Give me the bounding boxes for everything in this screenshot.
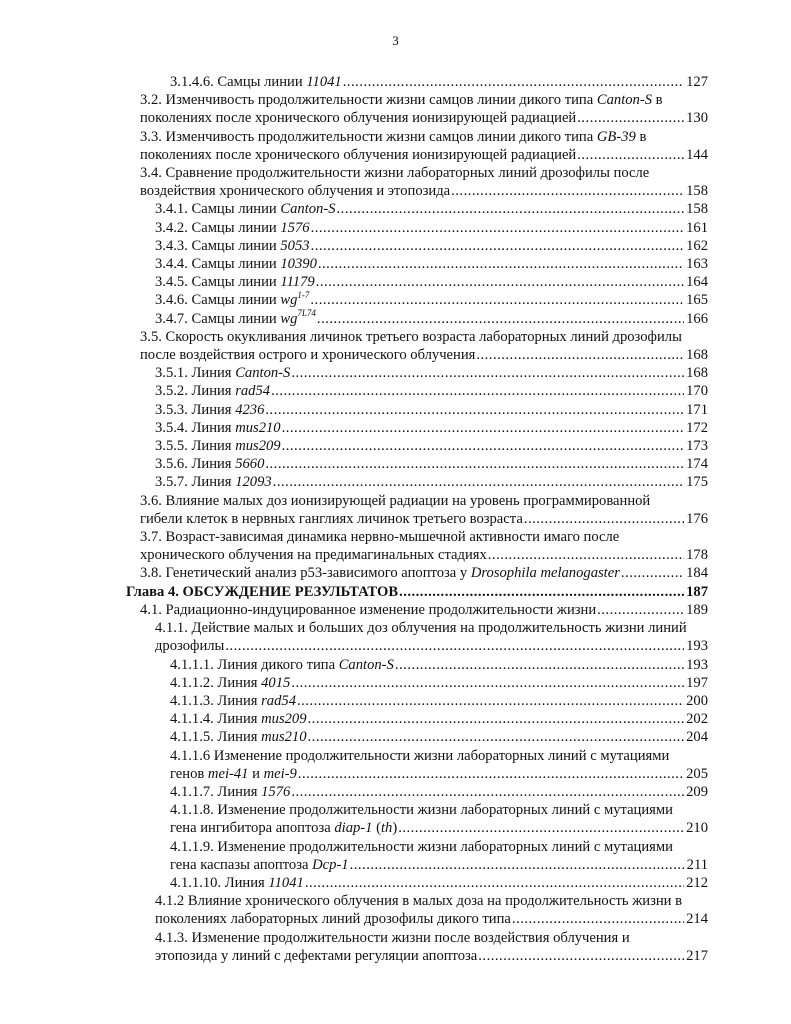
- toc-page-number: 161: [686, 219, 708, 236]
- dot-leader: [273, 473, 684, 491]
- toc-entry: [126, 710, 708, 728]
- toc-entry-line: [140, 146, 708, 164]
- dot-leader: [282, 437, 685, 455]
- toc-entry-title: [170, 783, 290, 801]
- text-run: поколениях после хронического облучения ионизирующей радиацией: [140, 110, 577, 127]
- dot-leader: [265, 401, 684, 419]
- toc-entry-line: [140, 601, 708, 619]
- toc-page-number: 158: [686, 201, 708, 218]
- dot-leader: [577, 146, 684, 164]
- italic-term: 4015: [261, 674, 291, 691]
- toc-page-number: 168: [686, 365, 708, 382]
- italic-term: mus209: [235, 438, 281, 455]
- dot-leader: [305, 874, 684, 892]
- italic-term: diap-1: [334, 820, 373, 837]
- toc-page-number: 197: [686, 674, 708, 691]
- toc-page-number: 144: [686, 146, 708, 163]
- toc-entry-line: [155, 364, 708, 382]
- dot-leader: [399, 583, 684, 601]
- text-run: гибели клеток в нервных ганглиях личинок третьего возраста: [140, 510, 523, 527]
- page-number: 3: [392, 33, 399, 48]
- dot-leader: [317, 310, 684, 328]
- toc-entry-line: [170, 819, 708, 837]
- dot-leader: [488, 546, 684, 564]
- text-run: 3.5.6. Линия: [155, 456, 236, 473]
- toc-page-number: 164: [686, 274, 708, 291]
- toc-page-number: 162: [686, 237, 708, 254]
- toc-entry-line: [155, 455, 708, 473]
- text-run: 3.5.4. Линия: [155, 419, 236, 436]
- italic-term: Dcp-1: [312, 856, 349, 873]
- toc-entry-title: [155, 473, 272, 491]
- toc-entry: [126, 164, 708, 200]
- text-run: 3.4.4. Самцы линии: [155, 256, 281, 273]
- toc-entry-title: [170, 710, 307, 728]
- text-run: 3.5.3. Линия: [155, 401, 236, 418]
- toc-entry-title: [155, 307, 316, 328]
- toc-page-number: 193: [686, 656, 708, 673]
- toc-entry-line: [170, 73, 708, 91]
- text-run: 3.5. Скорость окукливания личинок третьего возраста лабораторных линий дрозофилы: [140, 328, 682, 345]
- toc-page-number: 166: [686, 310, 708, 327]
- text-run: Глава 4. ОБСУЖДЕНИЕ РЕЗУЛЬТАТОВ: [126, 583, 399, 600]
- toc-entry: [126, 528, 708, 564]
- toc-entry-line: [155, 947, 708, 965]
- toc-entry-line: [155, 619, 708, 637]
- italic-term: mus210: [235, 419, 281, 436]
- toc-entry-line: [155, 401, 708, 419]
- italic-term: 11041: [306, 74, 342, 90]
- toc-entry-line: [140, 492, 708, 510]
- toc-entry: [126, 619, 708, 655]
- toc-page-number: 204: [686, 729, 708, 746]
- toc-entry-title: [126, 583, 398, 601]
- italic-term: wg: [280, 310, 298, 327]
- dot-leader: [512, 910, 684, 928]
- dot-leader: [282, 419, 685, 437]
- toc-page-number: 170: [686, 383, 708, 400]
- toc-entry-line: [155, 219, 708, 237]
- toc-entry: [126, 419, 708, 437]
- text-run: 4.1.1.8. Изменение продолжительности жизни лабораторных линий с мутациями: [170, 802, 673, 819]
- toc-page-number: 175: [686, 474, 708, 491]
- toc-page-number: 165: [686, 292, 708, 309]
- text-run: хронического облучения на предимагинальных стадиях: [140, 547, 487, 564]
- toc-page-number: 127: [686, 74, 708, 90]
- toc-entry-title: [155, 437, 281, 455]
- toc-entry-title: [170, 801, 673, 819]
- toc-entry-line: [140, 128, 708, 146]
- toc-entry-line: [170, 674, 708, 692]
- toc-entry: [126, 674, 708, 692]
- toc-entry-title: [140, 182, 450, 200]
- italic-term: Drosophila melanogaster: [470, 565, 620, 582]
- text-run: 3.4.7. Самцы линии: [155, 310, 281, 327]
- toc-page-number: 211: [686, 856, 708, 873]
- dot-leader: [577, 109, 684, 127]
- toc-entry-line: [126, 583, 708, 601]
- toc-entry-title: [170, 765, 297, 783]
- toc-entry-title: [170, 73, 342, 91]
- text-run: гена каспазы апоптоза: [170, 856, 313, 873]
- toc-entry-line: [170, 783, 708, 801]
- text-run: после воздействия острого и хронического облучения: [140, 347, 476, 364]
- toc-entry: [126, 255, 708, 273]
- toc-entry: [126, 91, 708, 127]
- toc-entry-line: [170, 856, 708, 874]
- toc-entry: [126, 564, 708, 582]
- toc-entry-title: [155, 200, 336, 218]
- text-run: 3.5.5. Линия: [155, 438, 236, 455]
- toc-entry-title: [140, 510, 523, 528]
- toc-entry-title: [140, 564, 620, 582]
- toc-entry: [126, 128, 708, 164]
- dot-leader: [597, 601, 684, 619]
- toc-entry-title: [170, 819, 397, 837]
- italic-term: 5053: [280, 237, 310, 254]
- toc-entry-title: [155, 892, 682, 910]
- toc-entry: [126, 656, 708, 674]
- text-run: (: [372, 820, 381, 837]
- toc-page-number: 176: [686, 510, 708, 527]
- dot-leader: [395, 656, 684, 674]
- toc-page-number: 200: [686, 692, 708, 709]
- italic-term: rad54: [235, 383, 271, 400]
- toc-entry-title: [170, 728, 307, 746]
- toc-entry-title: [155, 455, 264, 473]
- toc-entry-title: [140, 164, 649, 182]
- toc-chapter-entry: [126, 583, 708, 601]
- toc-entry-title: [140, 346, 475, 364]
- toc-entry-title: [140, 91, 663, 109]
- toc-page-number: 189: [686, 601, 708, 618]
- italic-term: mei-41: [207, 765, 249, 782]
- toc-entry: [126, 328, 708, 364]
- toc-entry-title: [170, 656, 394, 674]
- toc-entry: [126, 492, 708, 528]
- toc-entry-line: [170, 710, 708, 728]
- dot-leader: [265, 455, 684, 473]
- italic-term: mus210: [261, 729, 307, 746]
- toc-entry: [126, 747, 708, 783]
- dot-leader: [298, 765, 684, 783]
- text-run: 4.1.1.1. Линия дикого типа: [170, 656, 339, 673]
- toc-entry-title: [140, 528, 619, 546]
- dot-leader: [291, 364, 684, 382]
- dot-leader: [621, 564, 684, 582]
- italic-term: 5660: [235, 456, 265, 473]
- dot-leader: [350, 856, 685, 874]
- toc-page-number: 130: [686, 110, 708, 127]
- toc-entry-title: [170, 674, 290, 692]
- dot-leader: [318, 255, 684, 273]
- toc-entry-title: [155, 364, 290, 382]
- italic-term: 10390: [280, 256, 317, 273]
- toc-entry-line: [140, 346, 708, 364]
- text-run: 3.8. Генетический анализ p53-зависимого апоптоза у: [140, 565, 471, 582]
- text-run: 4.1.2 Влияние хронического облучения в малых доза на продолжительность жизни в: [155, 893, 683, 910]
- dot-leader: [271, 382, 684, 400]
- text-run: 3.4.3. Самцы линии: [155, 237, 281, 254]
- toc-entry: [126, 692, 708, 710]
- toc-entry-line: [170, 765, 708, 783]
- text-run: 3.3. Изменчивость продолжительности жизни самцов линии дикого типа: [140, 128, 597, 145]
- toc-page-number: 202: [686, 711, 708, 728]
- toc-entry-title: [140, 109, 576, 127]
- dot-leader: [291, 783, 684, 801]
- toc-entry-title: [155, 619, 687, 637]
- italic-term: th: [380, 820, 393, 837]
- toc-entry-line: [155, 291, 708, 309]
- text-run: 3.5.1. Линия: [155, 365, 236, 382]
- italic-term: Canton-S: [596, 92, 653, 109]
- italic-term: Canton-S: [338, 656, 394, 673]
- text-run: 4.1.3. Изменение продолжительности жизни после воздействия облучения и: [155, 929, 630, 946]
- toc-entry: [126, 364, 708, 382]
- dot-leader: [451, 182, 684, 200]
- toc-page-number: 212: [686, 874, 708, 891]
- toc-entry-line: [155, 929, 708, 947]
- toc-entry: [126, 601, 708, 619]
- text-run: 3.2. Изменчивость продолжительности жизни самцов линии дикого типа: [140, 92, 597, 109]
- toc-entry-title: [170, 856, 349, 874]
- toc-entry: [126, 874, 708, 892]
- toc-entry: [126, 73, 708, 91]
- toc-page-number: 193: [686, 638, 708, 655]
- italic-term: mus209: [261, 711, 307, 728]
- toc-entry-title: [170, 874, 304, 892]
- toc-entry-line: [155, 637, 708, 655]
- toc-entry-title: [155, 401, 264, 419]
- toc-entry-title: [140, 546, 487, 564]
- text-run: этопозида у линий с дефектами регуляции апоптоза: [155, 947, 478, 964]
- toc-page-number: 168: [686, 347, 708, 364]
- dot-leader: [478, 947, 684, 965]
- text-run: 4.1.1.6 Изменение продолжительности жизни лабораторных линий с мутациями: [170, 747, 670, 764]
- toc-entry-title: [155, 637, 224, 655]
- toc-entry: [126, 838, 708, 874]
- toc-entry-line: [155, 437, 708, 455]
- text-run: в: [652, 92, 663, 109]
- toc-entry: [126, 473, 708, 491]
- toc-entry: [126, 401, 708, 419]
- toc-entry: [126, 219, 708, 237]
- toc-entry: [126, 728, 708, 746]
- toc-entry-line: [155, 910, 708, 928]
- toc-entry-line: [140, 546, 708, 564]
- toc-entry-line: [170, 656, 708, 674]
- toc-entry-line: [140, 109, 708, 127]
- italic-term: 1576: [261, 783, 291, 800]
- toc-entry-title: [155, 910, 511, 928]
- dot-leader: [291, 674, 684, 692]
- text-run: в: [635, 128, 647, 145]
- text-run: 3.1.4.6. Самцы линии: [170, 74, 307, 90]
- toc-entry-line: [170, 728, 708, 746]
- toc-entry-title: [155, 929, 630, 947]
- toc-entry-line: [155, 200, 708, 218]
- toc-entry: [126, 291, 708, 309]
- toc-entry-line: [155, 473, 708, 491]
- toc-page-number: 171: [686, 401, 708, 418]
- toc-entry-title: [140, 146, 576, 164]
- text-run: 4.1.1.5. Линия: [170, 729, 262, 746]
- toc-page-number: 173: [686, 438, 708, 455]
- toc-entry-line: [140, 182, 708, 200]
- text-run: 3.4. Сравнение продолжительности жизни лабораторных линий дрозофилы после: [140, 165, 650, 182]
- toc-entry: [126, 382, 708, 400]
- dot-leader: [297, 692, 684, 710]
- superscript: 1-7: [297, 289, 310, 300]
- italic-term: Canton-S: [235, 365, 291, 382]
- italic-term: 11179: [280, 274, 315, 291]
- toc-entry-title: [140, 492, 650, 510]
- toc-page-number: 158: [686, 183, 708, 200]
- italic-term: 4236: [235, 401, 265, 418]
- text-run: 4.1.1.3. Линия: [170, 692, 262, 709]
- toc-entry-title: [155, 382, 270, 400]
- toc-entry-line: [170, 874, 708, 892]
- dot-leader: [398, 819, 684, 837]
- toc-entry-line: [140, 91, 708, 109]
- text-run: и: [248, 765, 264, 782]
- dot-leader: [337, 200, 685, 218]
- text-run: 3.5.2. Линия: [155, 383, 236, 400]
- toc-entry-line: [155, 892, 708, 910]
- toc-entry-title: [140, 328, 682, 346]
- italic-term: GB-39: [596, 128, 636, 145]
- toc-page-number: 210: [686, 820, 708, 837]
- toc-entry: [126, 437, 708, 455]
- toc-entry: [126, 237, 708, 255]
- table-of-contents: [126, 73, 708, 965]
- toc-entry: [126, 273, 708, 291]
- toc-entry: [126, 929, 708, 965]
- toc-entry-line: [170, 801, 708, 819]
- dot-leader: [476, 346, 684, 364]
- toc-page-number: 187: [686, 583, 708, 600]
- toc-entry-title: [155, 419, 281, 437]
- toc-entry-line: [170, 838, 708, 856]
- text-run: 4.1.1.7. Линия: [170, 783, 262, 800]
- toc-entry-line: [155, 255, 708, 273]
- italic-term: 1576: [280, 219, 310, 236]
- text-run: 4.1.1.9. Изменение продолжительности жизни лабораторных линий с мутациями: [170, 838, 673, 855]
- italic-term: Canton-S: [280, 201, 336, 218]
- text-run: 4.1.1.2. Линия: [170, 674, 262, 691]
- text-run: дрозофилы: [155, 638, 225, 655]
- dot-leader: [311, 237, 685, 255]
- dot-leader: [343, 73, 684, 91]
- toc-page-number: 209: [686, 783, 708, 800]
- text-run: поколениях лабораторных линий дрозофилы дикого типа: [155, 911, 511, 928]
- text-run: 4.1.1. Действие малых и больших доз облучения на продолжительность жизни линий: [155, 620, 687, 637]
- toc-entry-title: [140, 128, 646, 146]
- text-run: 3.7. Возраст-зависимая динамика нервно-мышечной активности имаго после: [140, 529, 620, 546]
- dot-leader: [225, 637, 684, 655]
- text-run: 4.1.1.4. Линия: [170, 711, 262, 728]
- text-run: 3.4.6. Самцы линии: [155, 292, 281, 309]
- toc-entry-line: [155, 419, 708, 437]
- toc-entry: [126, 892, 708, 928]
- italic-term: 11041: [268, 874, 304, 891]
- italic-term: rad54: [261, 692, 296, 709]
- text-run: воздействия хронического облучения и этопозида: [140, 183, 451, 200]
- dot-leader: [311, 219, 685, 237]
- toc-entry-line: [155, 273, 708, 291]
- toc-entry-title: [155, 219, 310, 237]
- toc-entry-line: [140, 528, 708, 546]
- superscript: 7L74: [297, 307, 316, 318]
- text-run: 4.1. Радиационно-индуцированное изменение продолжительности жизни: [140, 601, 597, 618]
- toc-entry-line: [140, 328, 708, 346]
- toc-page-number: 205: [686, 765, 708, 782]
- toc-entry-title: [155, 947, 477, 965]
- toc-entry-title: [170, 692, 296, 710]
- toc-entry-title: [155, 273, 315, 291]
- toc-entry-title: [140, 601, 596, 619]
- italic-term: mei-9: [263, 765, 297, 782]
- toc-page-number: 172: [686, 419, 708, 436]
- dot-leader: [316, 273, 684, 291]
- toc-entry: [126, 307, 708, 328]
- toc-entry: [126, 783, 708, 801]
- toc-entry: [126, 801, 708, 837]
- toc-entry: [126, 455, 708, 473]
- toc-entry-line: [155, 237, 708, 255]
- toc-entry-line: [170, 692, 708, 710]
- text-run: генов: [170, 765, 208, 782]
- text-run: 3.4.5. Самцы линии: [155, 274, 281, 291]
- text-run: 3.4.2. Самцы линии: [155, 219, 281, 236]
- toc-entry-title: [170, 838, 673, 856]
- toc-entry-line: [170, 747, 708, 765]
- dot-leader: [308, 728, 685, 746]
- toc-entry-title: [170, 747, 669, 765]
- text-run: 3.6. Влияние малых доз ионизирующей радиации на уровень программированной: [140, 492, 651, 509]
- toc-entry-line: [155, 307, 708, 328]
- toc-entry-line: [140, 564, 708, 582]
- toc-page-number: 217: [686, 947, 708, 964]
- toc-entry-title: [155, 255, 317, 273]
- toc-page-number: 214: [686, 911, 708, 928]
- text-run: гена ингибитора апоптоза: [170, 820, 335, 837]
- toc-page-number: 174: [686, 456, 708, 473]
- text-run: 4.1.1.10. Линия: [170, 874, 269, 891]
- dot-leader: [310, 291, 684, 309]
- dot-leader: [308, 710, 685, 728]
- toc-page-number: 178: [686, 547, 708, 564]
- text-run: 3.4.1. Самцы линии: [155, 201, 281, 218]
- toc-entry-line: [155, 382, 708, 400]
- italic-term: 12093: [235, 474, 272, 491]
- text-run: 3.5.7. Линия: [155, 474, 236, 491]
- toc-entry: [126, 200, 708, 218]
- dot-leader: [524, 510, 684, 528]
- text-run: поколениях после хронического облучения ионизирующей радиацией: [140, 146, 577, 163]
- toc-page-number: 163: [686, 256, 708, 273]
- italic-term: wg: [280, 292, 298, 309]
- text-run: ): [392, 820, 398, 837]
- toc-entry-title: [155, 237, 310, 255]
- toc-page-number: 184: [686, 565, 708, 582]
- toc-entry-line: [140, 164, 708, 182]
- toc-entry-line: [140, 510, 708, 528]
- toc-entry-title: [155, 291, 309, 309]
